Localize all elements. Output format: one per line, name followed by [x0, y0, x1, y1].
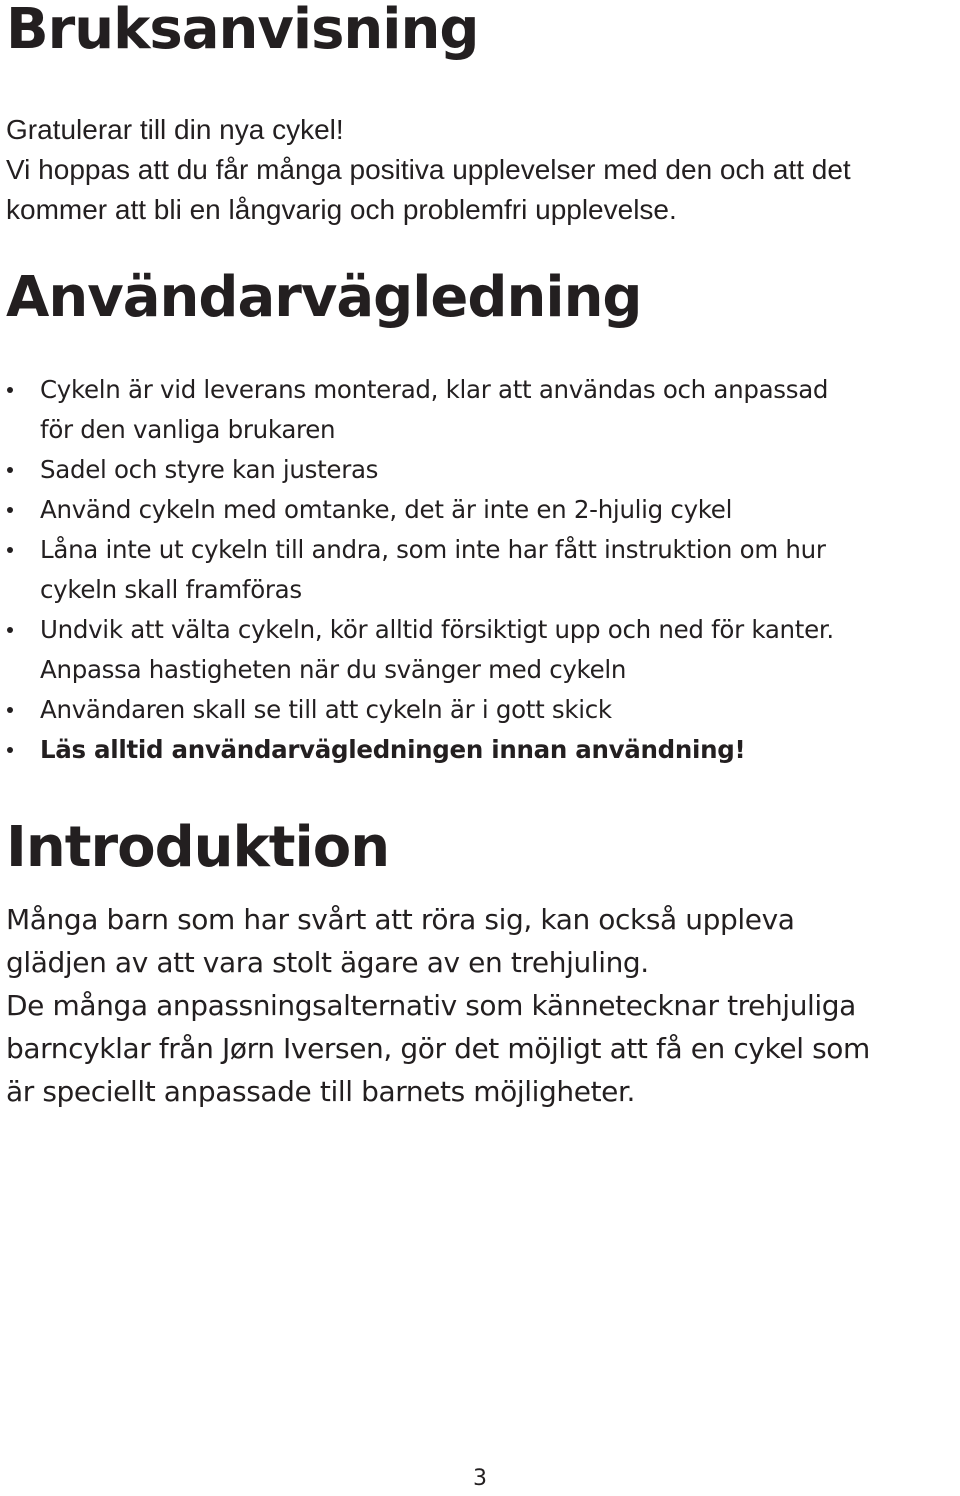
section-heading-guide: Användarvägledning	[6, 265, 642, 330]
page-number: 3	[473, 1466, 487, 1491]
introduction-line: glädjen av att vara stolt ägare av en trehjuling.	[6, 946, 649, 979]
bullet-icon	[7, 387, 13, 393]
introduction-line: barncyklar från Jørn Iversen, gör det möjligt att få en cykel som	[6, 1032, 870, 1065]
list-item-line: Läs alltid användarvägledningen innan användning!	[40, 735, 746, 764]
list-item-line: cykeln skall framföras	[40, 575, 302, 604]
page-title: Bruksanvisning	[6, 0, 479, 62]
bullet-icon	[7, 747, 13, 753]
section-heading-introduction: Introduktion	[6, 815, 390, 880]
greeting-line: kommer att bli en långvarig och problemfri upplevelse.	[6, 194, 677, 225]
greeting-line: Vi hoppas att du får många positiva upplevelser med den och att det	[6, 154, 851, 185]
list-item-line: Cykeln är vid leverans monterad, klar att användas och anpassad	[40, 375, 829, 404]
bullet-icon	[7, 547, 13, 553]
bullet-icon	[7, 707, 13, 713]
introduction-line: är speciellt anpassade till barnets möjligheter.	[6, 1075, 636, 1108]
list-item-line: Låna inte ut cykeln till andra, som inte har fått instruktion om hur	[40, 535, 826, 564]
greeting-line: Gratulerar till din nya cykel!	[6, 114, 344, 145]
list-item	[6, 530, 958, 610]
introduction-paragraph	[6, 898, 956, 1113]
bullet-icon	[7, 627, 13, 633]
introduction-line: Många barn som har svårt att röra sig, kan också uppleva	[6, 903, 795, 936]
guide-bullet-list	[6, 370, 958, 770]
list-item	[6, 370, 958, 450]
list-item-line: Undvik att välta cykeln, kör alltid försiktigt upp och ned för kanter.	[40, 615, 834, 644]
introduction-line: De många anpassningsalternativ som kännetecknar trehjuliga	[6, 989, 856, 1022]
list-item-line: Använd cykeln med omtanke, det är inte en 2-hjulig cykel	[40, 495, 733, 524]
bullet-icon	[7, 467, 13, 473]
list-item	[6, 450, 958, 490]
greeting-paragraph	[6, 110, 956, 230]
list-item-line: Användaren skall se till att cykeln är i gott skick	[40, 695, 612, 724]
list-item	[6, 490, 958, 530]
bullet-icon	[7, 507, 13, 513]
list-item	[6, 610, 958, 690]
list-item-emphasized	[6, 730, 958, 770]
list-item-line: för den vanliga brukaren	[40, 415, 336, 444]
list-item	[6, 690, 958, 730]
list-item-line: Sadel och styre kan justeras	[40, 455, 379, 484]
list-item-line: Anpassa hastigheten när du svänger med cykeln	[40, 655, 627, 684]
